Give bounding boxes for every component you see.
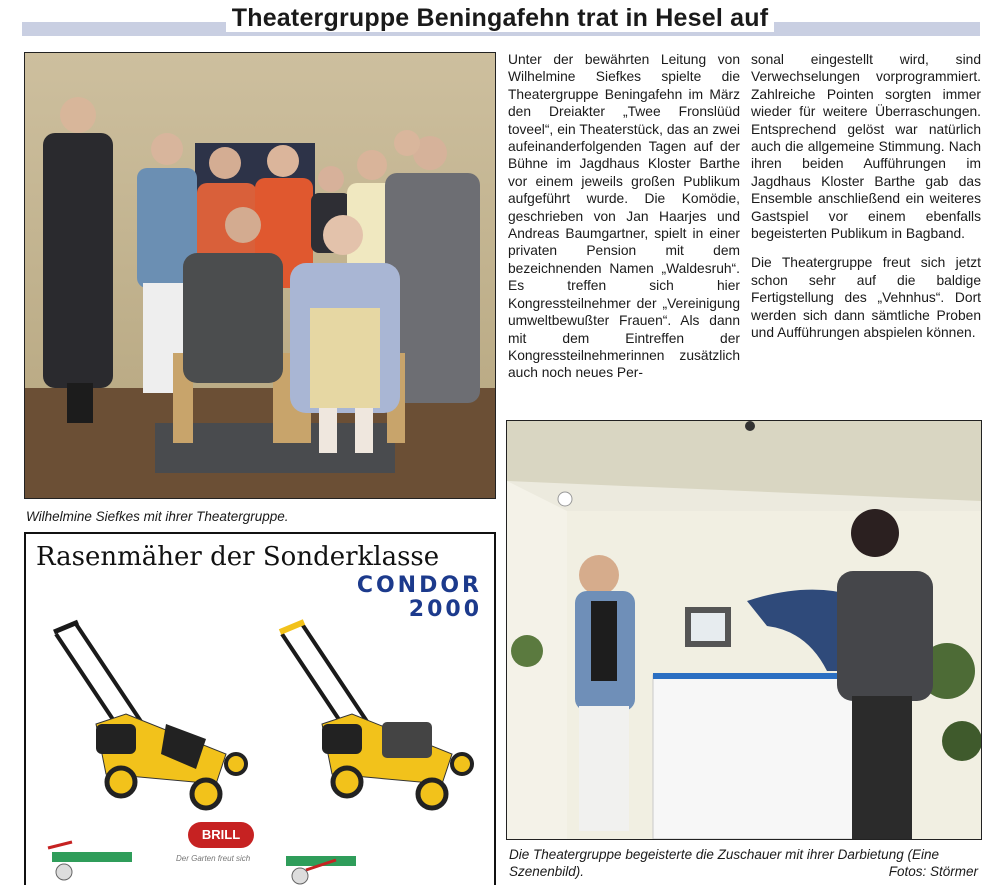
group-photo-caption: Wilhelmine Siefkes mit ihrer Theatergruppe.	[26, 509, 289, 524]
stage-photo-caption: Die Theatergruppe begeisterte die Zuschauer mit ihrer Darbietung (Eine Szenenbild).	[509, 847, 939, 879]
group-photo	[24, 52, 496, 499]
article-column-1	[508, 51, 740, 394]
stage-photo	[506, 420, 982, 840]
lawnmower-advertisement	[24, 532, 496, 885]
article-paragraph: sonal eingestellt wird, sind Verwechselungen vorprogrammiert. Zahlreiche Pointen sorgten immer wieder für weitere Überraschungen. Entsprechend gelöst war natürlich auch die allgemeine Stimmung. Nach ihren beiden Aufführungen im Jagdhaus Kloster Barthe gab das Ensemble anschließend ein weiteres Gastspiel vor einem ebenfalls begeisterten Publikum in Bagband.	[751, 52, 981, 242]
ad-brand-line-1: CONDOR	[356, 573, 482, 598]
lawnmower-thumbnail	[42, 838, 152, 885]
ad-brand-line-2: 2000	[408, 597, 482, 622]
lawnmower-image	[36, 604, 256, 814]
lawnmower-thumbnail	[276, 840, 376, 885]
article-paragraph: Die Theatergruppe freut sich jetzt schon sehr auf die baldige Fertigstellung des „Vehnhus“. Dort werden sich dann sämtliche Proben und Aufführungen abspielen können.	[751, 255, 981, 341]
article-paragraph: Unter der bewährten Leitung von Wilhelmine Siefkes spielte die Theatergruppe Beningafehn im März den Dreiakter „Twee Fronslüüd toveel“, ein Theaterstück, das an zwei aufeinanderfolgenden Tagen auf der Bühne im Jagdhaus Kloster Barthe vor einem jeweils großen Publikum aufgeführt wurde. Die Komödie, geschrieben von Jan Haarjes und Andreas Baumgartner, spielt in einer privaten Pension mit dem bezeichnenden Namen „Waldesruh“. Es treffen sich hier Kongressteilnehmer der „Vereinigung umweltbewußter Frauen“. Als dann mit dem Eintreffen der Kongressteilnehmerinnen zusätzlich auch noch neues Per-	[508, 52, 740, 381]
article-column-2	[751, 51, 981, 354]
brill-logo: BRILL	[188, 822, 254, 848]
photo-credit: Fotos: Störmer	[888, 864, 978, 879]
headline-text: Theatergruppe Beningafehn trat in Hesel auf	[226, 4, 774, 32]
page-title	[0, 4, 1000, 33]
brill-slogan: Der Garten freut sich	[176, 854, 251, 863]
ad-title: Rasenmäher der Sonderklasse	[36, 542, 440, 572]
lawnmower-image	[262, 604, 482, 814]
